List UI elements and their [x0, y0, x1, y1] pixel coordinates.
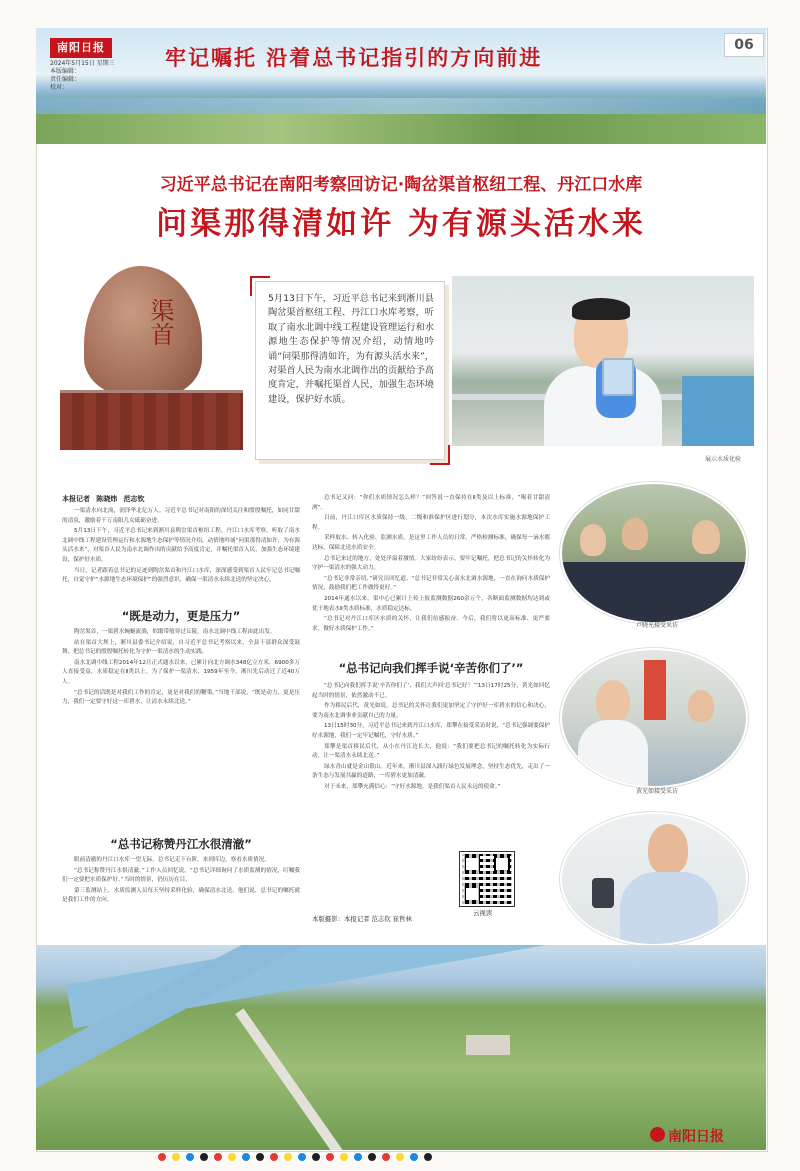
- qr-finder: [464, 856, 480, 872]
- registration-dot: [410, 1153, 418, 1161]
- paragraph: “总书记向我们挥手说‘辛苦你们了’，我们大声回‘总书记好！’”13日17时25分，黄光如回忆起当时的情景，依然激动不已。: [312, 683, 550, 699]
- banner-land: [36, 114, 766, 144]
- stone-rock: [84, 266, 202, 398]
- paragraph: 总书记来过的地方，处处洋溢着激情。大家纷纷表示，要牢记嘱托，把总书记的关怀转化为守护一渠清水的强大动力。: [312, 555, 550, 572]
- photo-person: [580, 524, 606, 556]
- qr-finder: [494, 856, 510, 872]
- masthead-logo: 南阳日报: [50, 38, 112, 58]
- registration-dot: [340, 1153, 348, 1161]
- intro-quote-box: [255, 281, 445, 460]
- paragraph: 一渠清水向北流，润泽华北亿万人。习近平总书记对南阳的深切关注和殷殷嘱托，如同甘甜的清泉，激励着千万南阳儿女砥砺奋进。: [62, 508, 300, 524]
- registration-dot: [396, 1153, 404, 1161]
- canal-aerial-photo: [36, 945, 766, 1150]
- interview-photo-2: [560, 648, 748, 788]
- water-sample-photo: [452, 276, 754, 446]
- paragraph: 眼前清澈的丹江口水库一望无际。总书记走下台阶，来到库边，察看水质情况。: [74, 857, 270, 863]
- paragraph: 郑攀是渠首移民后代，从小在丹江边长大，他说：“我们要把总书记的嘱托转化为实际行动，让一渠清水永续北送。”: [312, 743, 550, 760]
- paragraph: 站在渠首大坝上，淅川县委书记介绍说，自习近平总书记考察以来，全县干部群众深受鼓舞，把总书记的殷殷嘱托转化为守护一渠清水的生动实践。: [62, 639, 300, 656]
- section-headline: 牢记嘱托 沿着总书记指引的方向前进: [165, 46, 543, 70]
- photo-person: [622, 518, 648, 550]
- photo-person: [688, 690, 714, 722]
- corner-ornament: [250, 276, 270, 296]
- registration-dot: [256, 1153, 264, 1161]
- registration-dot: [228, 1153, 236, 1161]
- photo-person: [596, 680, 630, 722]
- paragraph: “总书记非常亲切，”研究员回忆道，“总书记非常关心南水北调水源地，一直在询问水质保护情况，鼓励我们把工作做得更好。”: [312, 575, 550, 592]
- byline-name: 范志钦: [123, 495, 145, 503]
- masthead-meta: [50, 60, 140, 92]
- subheading: “总书记称赞丹江水很清澈”: [110, 837, 252, 851]
- stone-base: [60, 390, 243, 450]
- subheading: “既是动力，更是压力”: [121, 609, 241, 623]
- paragraph: 5月13日下午，习近平总书记来到淅川县陶岔渠首枢纽工程、丹江口水库考察，听取了南水北调中线工程建设管理运行和水源地生态保护等情况介绍，动情地吟诵“问渠那得清如许，为有源头活水来”，对渠首人民为南水北调作出的贡献给予高度肯定，并嘱托渠首人民，加强生态环境建设，保护好水质。: [62, 528, 300, 563]
- byline-label: 本报记者: [62, 495, 90, 503]
- byline-name: 陈晓炜: [96, 495, 118, 503]
- qr-label: 云视读: [473, 909, 493, 917]
- registration-dot: [214, 1153, 222, 1161]
- corner-ornament: [430, 445, 450, 465]
- canal-road: [235, 1008, 346, 1150]
- column-1-tail: [62, 856, 300, 907]
- subheading: “总书记向我们挥手说‘辛苦你们了’”: [338, 661, 524, 675]
- lab-photo-caption: 展示水质化验: [705, 456, 742, 463]
- column-1-intro: [62, 507, 300, 587]
- registration-dot: [172, 1153, 180, 1161]
- registration-dot: [242, 1153, 250, 1161]
- photo-shirt: [620, 872, 718, 944]
- registration-dot: [326, 1153, 334, 1161]
- paragraph: 2014年通水以来，渠中心已累计上传上报监测数据260余万个，各断面监测数据均达到或优于地表水Ⅱ类水质标准，水质稳定达标。: [312, 595, 550, 612]
- photo-instrument: [592, 878, 614, 908]
- meta-line: 校对：: [50, 84, 69, 91]
- column-2-top: [312, 494, 550, 635]
- registration-dot: [284, 1153, 292, 1161]
- paragraph: “总书记对丹江口库区水质的关怀，让我们倍感振奋。今后，我们将以更高标准、更严要求，做好水质保护工作。”: [312, 616, 550, 632]
- brand-watermark: 南阳日报: [668, 1129, 724, 1145]
- qr-finder: [464, 886, 480, 902]
- registration-dot: [382, 1153, 390, 1161]
- sluice-building: [466, 1035, 510, 1055]
- registration-dot: [368, 1153, 376, 1161]
- stone-monument-photo: [58, 262, 245, 450]
- paragraph: 作为移民后代，黄光如说，总书记的关怀让我们更加坚定了守护好一库碧水的信心和决心，要为南水北调事业贡献自己的力量。: [312, 703, 550, 719]
- photo-credit: 本版摄影：本报记者 范志钦 崔哲林: [312, 915, 412, 923]
- page-number: 06: [724, 33, 764, 57]
- registration-dot: [270, 1153, 278, 1161]
- person-hair: [572, 298, 630, 320]
- qr-code[interactable]: [460, 852, 514, 906]
- photo-person: [648, 824, 688, 874]
- stone-carving: 渠首: [146, 298, 174, 346]
- color-registration-marks: [158, 1153, 638, 1165]
- column-2-body: [312, 682, 550, 794]
- paragraph: 南水北调中线工程2014年12月正式通水以来，已累计向北方调水348亿立方米，6900多万人直接受益，水质稳定在Ⅱ类以上。为了保护一渠清水，1959年至今，淅川先后动迁了近40万人。: [62, 659, 300, 685]
- photo-clothing: [562, 562, 746, 622]
- registration-dot: [424, 1153, 432, 1161]
- registration-dot: [186, 1153, 194, 1161]
- interview-photo-3: [560, 812, 748, 946]
- paragraph: 采样取水、转入化验、监测水质，是这里工作人员的日常。严格检测标准，确保每一滴水都达标，保障北送水质安全。: [312, 535, 550, 551]
- wechat-icon: [650, 1127, 665, 1142]
- registration-dot: [158, 1153, 166, 1161]
- article-kicker: 习近平总书记在南阳考察回访记·陶岔渠首枢纽工程、丹江口水库: [159, 175, 643, 195]
- meta-line: 责任编辑：: [50, 76, 81, 83]
- column-1-body: [62, 628, 300, 709]
- photo-person: [692, 520, 720, 554]
- paragraph: 13日15时30分，习近平总书记来到丹江口水库，郑攀在接受采访时说，“总书记强调要保护好水源地，我们一定牢记嘱托，守好水质。”: [312, 723, 550, 739]
- registration-dot: [298, 1153, 306, 1161]
- paragraph: 对于未来，郑攀充满信心：“守好水源地，是我们渠首人民永远的使命。”: [324, 783, 501, 790]
- meta-line: 本版编辑：: [50, 68, 81, 75]
- sample-beaker: [602, 358, 634, 396]
- photo-structure: [644, 660, 666, 720]
- paragraph: 第三监测站上，水质监测人员每天坚持采样化验，确保清水北送。他们说，总书记的嘱托就是我们工作的方向。: [62, 887, 300, 904]
- registration-dot: [200, 1153, 208, 1161]
- interview-photo-1: [560, 482, 748, 624]
- circle-caption-1: 卢晓光接受采访: [636, 622, 679, 629]
- registration-dot: [312, 1153, 320, 1161]
- byline: [62, 494, 148, 504]
- photo-coat: [578, 720, 648, 786]
- circle-caption-2: 黄光如接受采访: [636, 788, 679, 795]
- paragraph: “总书记称赞丹江水很清澈。”工作人员回忆说，“总书记详细询问了水质监测的情况，叮嘱我们一定要把水质保护好。”当时的情景，仍历历在目。: [62, 867, 300, 884]
- intro-quote-text: 5月13日下午，习近平总书记来到淅川县陶岔渠首枢纽工程、丹江口水库考察，听取了南水北调中线工程建设管理运行和水源地生态保护等情况介绍，动情地吟诵“问渠那得清如许，为有源头活水来”，对渠首人民为南水北调作出的贡献给予高度肯定，并嘱托渠首人民，加强生态环境建设，保护好水质。: [268, 293, 434, 405]
- registration-dot: [354, 1153, 362, 1161]
- paragraph: 总书记又问：“你们水质情况怎么样？”回答说一直保持在Ⅱ类及以上标准，“喝着甘甜清冽”。: [312, 495, 550, 511]
- paragraph: 目前，丹江口库区水质保持一级，二级和准保护区进行划分，本次水库实施水源地保护工程。: [312, 515, 550, 531]
- paragraph: 当日，记者跟着总书记的足迹到陶岔渠首和丹江口水库，深深感受到渠首人民牢记总书记嘱托，自觉守护“水源地生态环境保护”的强烈意识，确保一渠清水永续北送的坚定决心。: [62, 567, 300, 584]
- photo-person: [544, 296, 662, 446]
- article-title: 问渠那得清如许 为有源头活水来: [156, 206, 646, 242]
- paragraph: “总书记的话既是对我们工作的肯定，更是对我们的鞭策。”当地干部说，“既是动力，更是压力，我们一定要守好这一库碧水，让清水永续北送。”: [62, 689, 300, 706]
- paragraph: 绿水青山就是金山银山。近年来，淅川县深入践行绿色发展理念，坚持生态优先，走出了一条生态与发展共赢的道路，一库碧水更加清澈。: [312, 763, 550, 780]
- photo-water: [682, 376, 754, 446]
- meta-line: 2024年5月15日 星期三: [50, 60, 115, 67]
- paragraph: 陶岔渠首，一渠碧水蜿蜒流淌，似缎带般穿过丘陵，南水北调中线工程由此出发。: [74, 629, 276, 635]
